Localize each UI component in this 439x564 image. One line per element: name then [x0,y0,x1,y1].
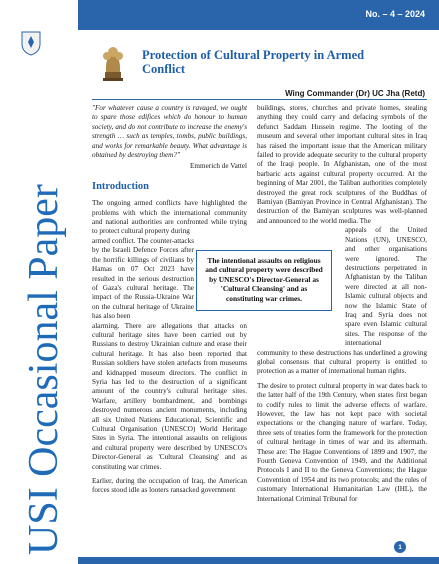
right-paragraph-rest: community to these destructions has underlined a growing global consensus that cultural property is entitled to protection as a matter of international human rights. [257,348,427,376]
right-paragraph-top: buildings, stores, churches and private homes, stealing anything they could carry and defacing symbols of the defunct Saddam Hussein regime. The looting of the museum and several other important cultural sites in Iraq has raised the important issue that the American military failed to provide adequate security to the cultural property of the Iraqi people. In Afghanistan, one of the most barbaric acts against cultural property occurred. At the beginning of Mar 2001, the Taliban authorities completely destroyed the great rock sculptures of the Buddhas of Bamiyan (Bamiyan Province in Central Afghanistan). The destruction of the Bamiyan sculptures was well-planned and announced to the world media. The [257,104,427,225]
epigraph-quote: "For whatever cause a country is ravaged, we ought to spare those edifices which do honour to human society, and do not contribute to increase the enemy's strength … such as temples, tombs, public buildings, and works for remarkable beauty. What advantage is obtained by destroying them?" [92,104,247,160]
left-paragraph-2: Earlier, during the occupation of Iraq, the American forces stood idle as looters ransacked government [92,477,247,495]
author-line: Wing Commander (Dr) UC Jha (Retd) [285,89,425,98]
section-heading: Introduction [92,180,149,192]
sidebar [0,0,78,564]
pull-quote-callout: The intentional assaults on religious and cultural property were described by UNESCO's Director-General as 'Cultural Cleansing' and as constituting war crimes. [196,250,332,311]
left-paragraph-narrow: armed conflict. The counter-attacks by the Israeli Defence Forces after the horrific killings of civilians by Hamas on 07 Oct 2023 have resulted in the serious destruction of Gaza's cultural heritage. The impact of the Russia-Ukraine War on the cultural heritage of Ukraine has also been [92,236,194,321]
right-paragraph-2: The desire to protect cultural property in war dates back to the latter half of the 19th Century, when states first began to codify rules to limit the adverse effects of warfare. However, the law has not kept pace with societal expectations or the changing nature of warfare. Today, three sets of treaties form the framework for the protection of cultural heritage in times of war and its aftermath. These are: The Hague Conventions of 1899 and 1907, the Fourth Geneva Convention of 1949, and the Additional Protocols I and II to the Geneva Conventions; the Hague Convention of 1954 and its two protocols; and the rules of customary International Humanitarian Law (IHL), the International Criminal Tribunal for [257,381,427,503]
left-paragraph-rest: alarming. There are allegations that attacks on cultural heritage sites have been carried out by Russians to destroy Ukrainian culture and erase their cultural heritage. It has also been reported that Russian soldiers have stolen artefacts from museums and kidnapped museum directors. The conflict in Syria has led to the destruction of a significant amount of the country's cultural heritage sites. Warfare, artillery bombardment, and bombings destroyed numerous ancient monuments, including all six United Nations Educational, Scientific and Cultural Organisation (UNESCO) World Heritage Sites in Syria. The intentional assaults on religious and cultural property were described by UNESCO's Director-General as 'Cultural Cleansing' and as constituting war crimes. [92,321,247,471]
bottom-bar [78,557,439,564]
national-emblem-icon [96,40,130,84]
top-bar [78,0,439,30]
right-paragraph-narrow: appeals of the United Nations (UN), UNESCO, and other organisations were ignored. The destructions perpetrated in Afghanistan by the Taliban were directed at all non-Islamic cultural objects and now the Islamic State of Iraq and Syria does not spare even Islamic cultural sites. The response of the international [345,226,427,348]
article-title: Protection of Cultural Property in Armed Conflict [142,48,365,76]
article-title-block [142,48,402,76]
side-title: USI Occasional Paper [21,184,67,555]
header-divider [92,99,427,100]
page-number: 1 [394,541,406,553]
left-paragraph-intro: The ongoing armed conflicts have highlighted the problems with which the international community and national authorities are confronted while trying to protect cultural property during [92,199,247,236]
epigraph-attribution: Emmerich de Vattel [190,162,247,171]
issue-number: No. – 4 – 2024 [365,9,425,19]
